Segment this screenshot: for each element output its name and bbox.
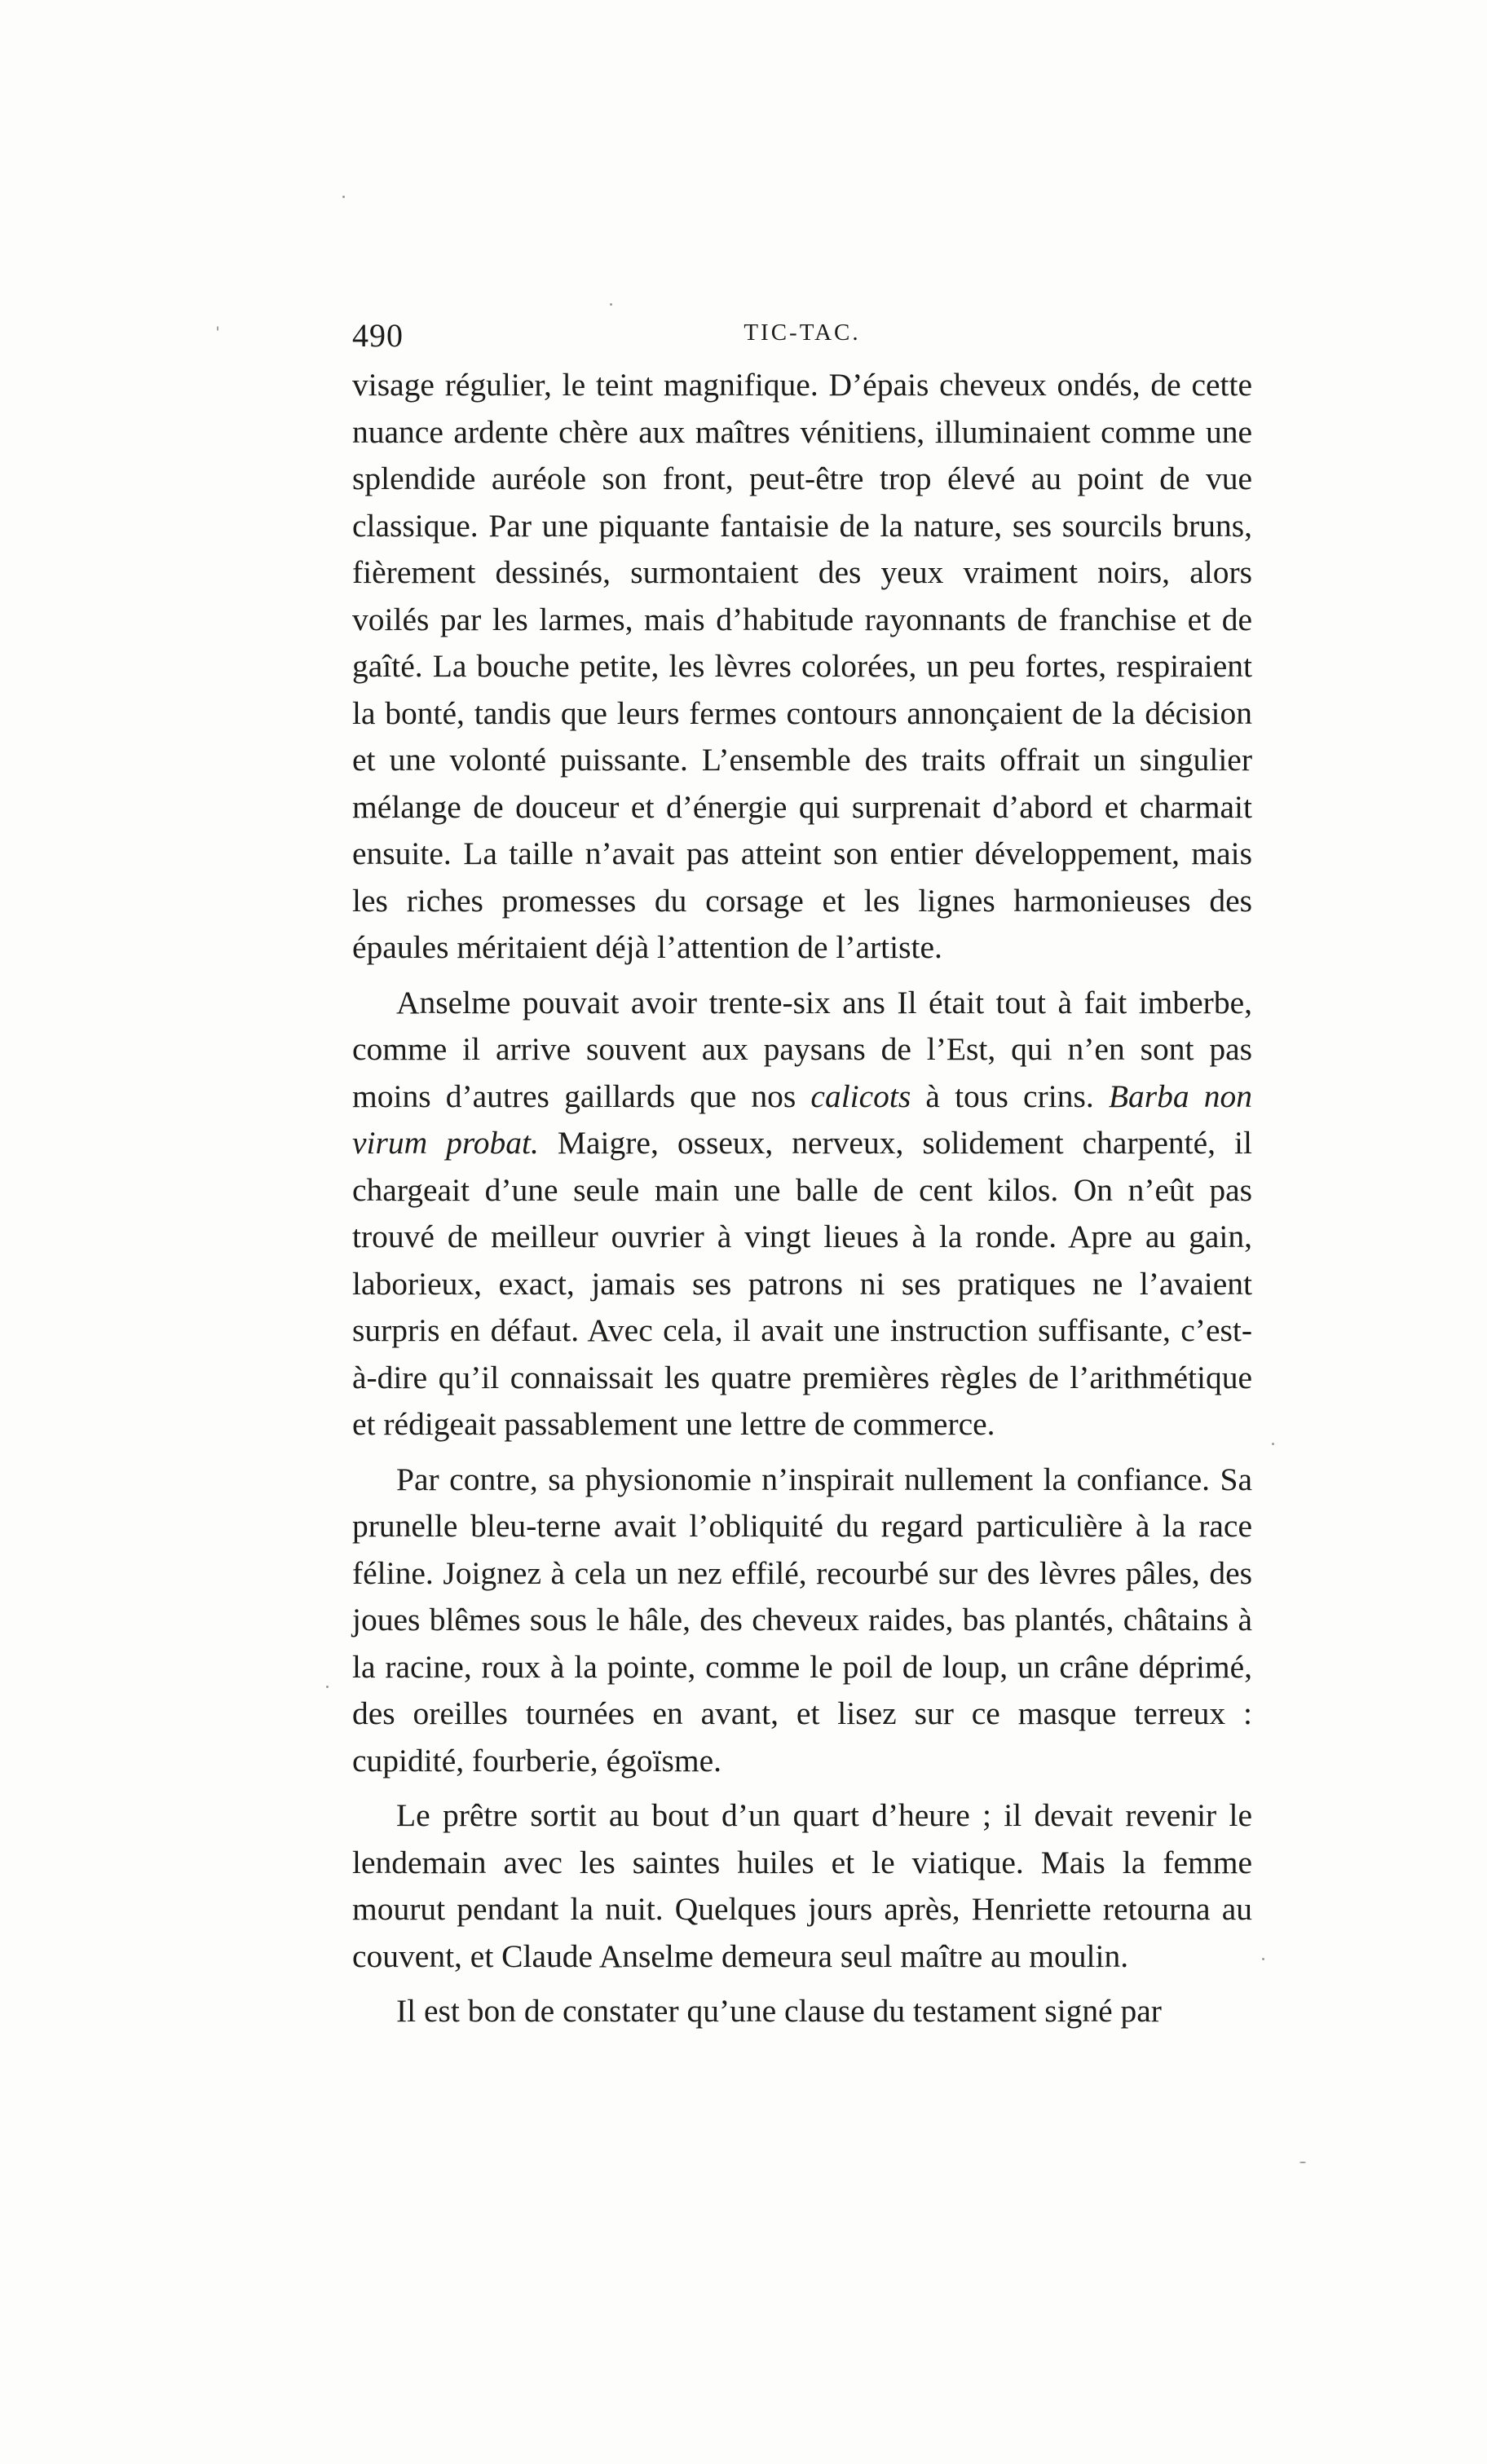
text-run: Par contre, sa physionomie n’inspirait nullement la confiance. Sa prunelle bleu-terne avait l’obliquité du regard particulière à la race féline. Joignez à cela un nez effilé, recourbé sur des lèvres pâles, des joues blêmes sous le hâle, des cheveux raides, bas plantés, châtains à la racine, roux à la pointe, comme le poil de loup, un crâne déprimé, des oreilles tournées en avant, et lisez sur ce masque terreux : cupidité, fourberie, égoïsme. <box>352 1461 1252 1779</box>
scan-speck <box>1262 1958 1264 1960</box>
paragraph <box>352 980 1252 1448</box>
paragraph <box>352 362 1252 972</box>
text-run: à tous crins. <box>911 1078 1109 1114</box>
running-title: TIC-TAC. <box>744 320 861 346</box>
scan-speck <box>1272 1443 1274 1445</box>
page-number: 490 <box>352 317 404 354</box>
text-run: Le prêtre sortit au bout d’un quart d’heure ; il devait revenir le lendemain avec les saintes huiles et le viatique. Mais la femme mourut pendant la nuit. Quelques jours après, Henriette retourna au couvent, et Claude Anselme demeura seul maître au moulin. <box>352 1797 1252 1974</box>
paragraph <box>352 1792 1252 1980</box>
scan-speck <box>326 1686 329 1688</box>
text-run: Maigre, osseux, nerveux, solidement charpenté, il chargeait d’une seule main une balle de cent kilos. On n’eût pas trouvé de meilleur ouvrier à vingt lieues à la ronde. Apre au gain, laborieux, exact, jamais ses patrons ni ses pratiques ne l’avaient surpris en défaut. Avec cela, il avait une instruction suffisante, c’est-à-dire qu’il connaissait les quatre premières règles de l’arithmétique et rédigeait passablement une lettre de commerce. <box>352 1125 1252 1442</box>
scan-speck <box>342 196 345 198</box>
italic-text-run: calicots <box>810 1078 911 1114</box>
paragraph <box>352 1988 1252 2035</box>
scan-speck <box>217 326 218 331</box>
page-header <box>352 316 1252 362</box>
body-text <box>352 362 1252 2043</box>
scan-speck <box>1299 2162 1306 2163</box>
paragraph <box>352 1457 1252 1785</box>
text-run: Anselme pouvait avoir trente-six ans Il était tout à fait imberbe, comme il arrive souvent aux paysans de l’Est, qui n’en sont pas moins d’autres gaillards que nos <box>352 984 1252 1114</box>
text-run: visage régulier, le teint magnifique. D’épais cheveux ondés, de cette nuance ardente chère aux maîtres vénitiens, illuminaient comme une splendide auréole son front, peut-être trop élevé au point de vue classique. Par une piquante fantaisie de la nature, ses sourcils bruns, fièrement dessinés, surmontaient des yeux vraiment noirs, alors voilés par les larmes, mais d’habitude rayonnants de franchise et de gaîté. La bouche petite, les lèvres colorées, un peu fortes, respiraient la bonté, tandis que leurs fermes contours annonçaient de la décision et une volonté puissante. L’ensemble des traits offrait un singulier mélange de douceur et d’énergie qui surprenait d’abord et charmait ensuite. La taille n’avait pas atteint son entier développement, mais les riches promesses du corsage et les lignes harmonieuses des épaules méritaient déjà l’attention de l’artiste. <box>352 367 1252 965</box>
scan-speck <box>610 303 612 306</box>
italic-text-run: Barba non virum probat. <box>352 1078 1252 1161</box>
text-run: Il est bon de constater qu’une clause du testament signé par <box>396 1993 1162 2029</box>
